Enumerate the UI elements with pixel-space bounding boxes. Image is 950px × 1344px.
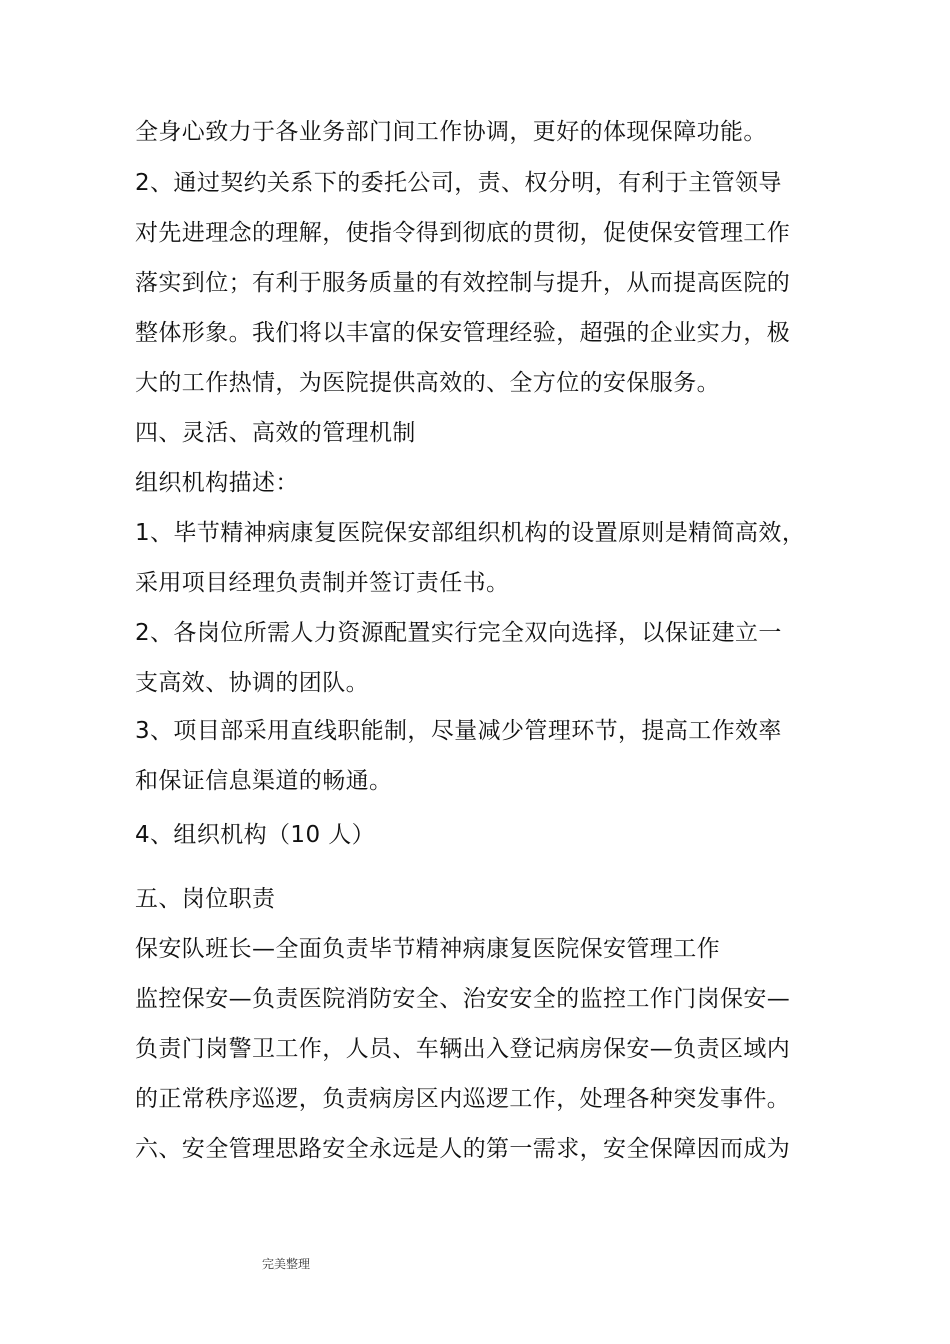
text-line: 2、各岗位所需人力资源配置实行完全双向选择，以保证建立一 [135, 620, 782, 646]
text-line: 监控保安—负责医院消防安全、治安安全的监控工作门岗保安— [135, 986, 791, 1012]
section-heading: 四、灵活、高效的管理机制 [135, 420, 416, 446]
section-heading: 六、安全管理思路安全永远是人的第一需求，安全保障因而成为 [135, 1136, 791, 1162]
text-line: 负责门岗警卫工作，人员、车辆出入登记病房保安—负责区域内 [135, 1036, 791, 1062]
text-line: 采用项目经理负责制并签订责任书。 [135, 570, 510, 596]
text-line: 支高效、协调的团队。 [135, 670, 369, 696]
text-line: 4、组织机构（10 人） [135, 822, 376, 848]
text-line: 对先进理念的理解，使指令得到彻底的贯彻，促使保安管理工作 [135, 220, 791, 246]
text-line: 落实到位；有利于服务质量的有效控制与提升，从而提高医院的 [135, 270, 791, 296]
text-line: 全身心致力于各业务部门间工作协调，更好的体现保障功能。 [135, 119, 767, 145]
section-heading: 五、岗位职责 [135, 886, 276, 912]
text-line: 3、项目部采用直线职能制，尽量减少管理环节，提高工作效率 [135, 718, 782, 744]
text-line: 保安队班长—全面负责毕节精神病康复医院保安管理工作 [135, 936, 720, 962]
text-line: 和保证信息渠道的畅通。 [135, 768, 393, 794]
text-line: 组织机构描述： [135, 470, 299, 496]
text-line: 大的工作热情，为医院提供高效的、全方位的安保服务。 [135, 370, 720, 396]
text-line: 的正常秩序巡逻，负责病房区内巡逻工作，处理各种突发事件。 [135, 1086, 791, 1112]
text-line: 1、毕节精神病康复医院保安部组织机构的设置原则是精简高效， [135, 520, 806, 546]
page-footer: 完美整理 [262, 1257, 311, 1271]
text-line: 整体形象。我们将以丰富的保安管理经验，超强的企业实力，极 [135, 320, 791, 346]
text-line: 2、通过契约关系下的委托公司，责、权分明，有利于主管领导 [135, 170, 782, 196]
